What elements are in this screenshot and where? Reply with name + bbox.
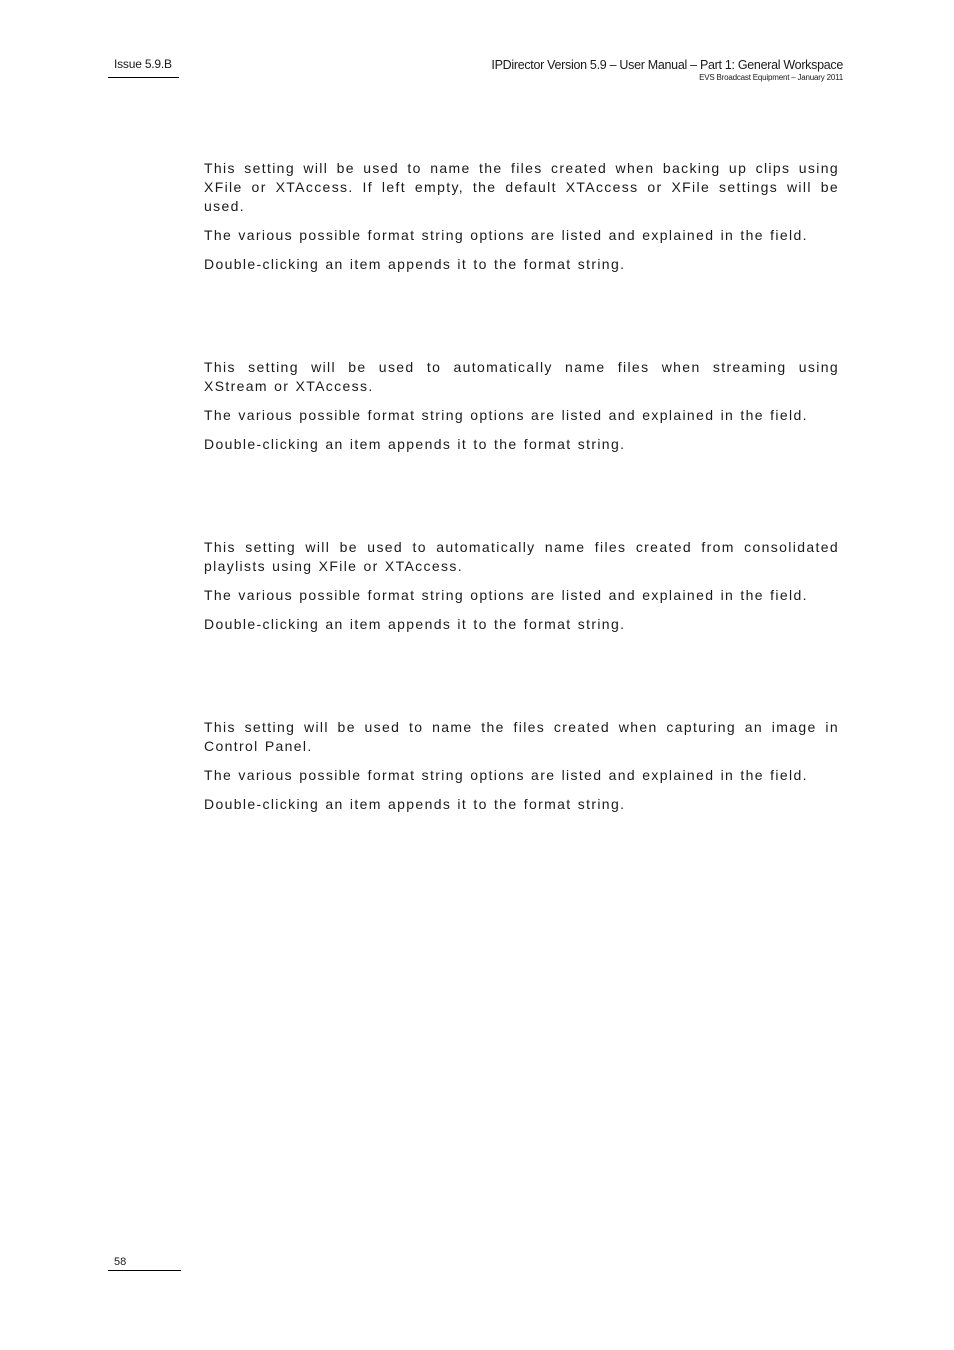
section-paragraph: This setting will be used to name the files created when backing up clips using XFile or XTAccess. If left empty, the default XTAccess or XFile settings will be used. bbox=[204, 160, 839, 214]
document-title: IPDirector Version 5.9 – User Manual – Part 1: General Workspace bbox=[491, 58, 843, 72]
section-paragraph: The various possible format string options are listed and explained in the field. bbox=[204, 587, 808, 603]
section-paragraph: Double-clicking an item appends it to the format string. bbox=[204, 616, 626, 632]
section-paragraph: Double-clicking an item appends it to the format string. bbox=[204, 796, 626, 812]
section-paragraph: The various possible format string options are listed and explained in the field. bbox=[204, 407, 808, 423]
section-capture-naming bbox=[204, 718, 839, 824]
section-paragraph: The various possible format string options are listed and explained in the field. bbox=[204, 767, 808, 783]
issue-label: Issue 5.9.B bbox=[108, 57, 179, 78]
section-paragraph: This setting will be used to name the files created when capturing an image in Control Panel. bbox=[204, 719, 839, 754]
document-subtitle: EVS Broadcast Equipment – January 2011 bbox=[699, 73, 843, 82]
section-paragraph: This setting will be used to automatically name files when streaming using XStream or XTAccess. bbox=[204, 359, 839, 394]
section-paragraph: The various possible format string options are listed and explained in the field. bbox=[204, 227, 808, 243]
section-paragraph: Double-clicking an item appends it to the format string. bbox=[204, 256, 626, 272]
section-paragraph: Double-clicking an item appends it to the format string. bbox=[204, 436, 626, 452]
page-header bbox=[491, 57, 843, 83]
section-streaming-naming bbox=[204, 358, 839, 464]
page-number: 58 bbox=[108, 1256, 181, 1271]
section-backup-naming bbox=[204, 159, 839, 284]
section-paragraph: This setting will be used to automatically name files created from consolidated playlists using XFile or XTAccess. bbox=[204, 539, 839, 574]
section-playlist-naming bbox=[204, 538, 839, 644]
